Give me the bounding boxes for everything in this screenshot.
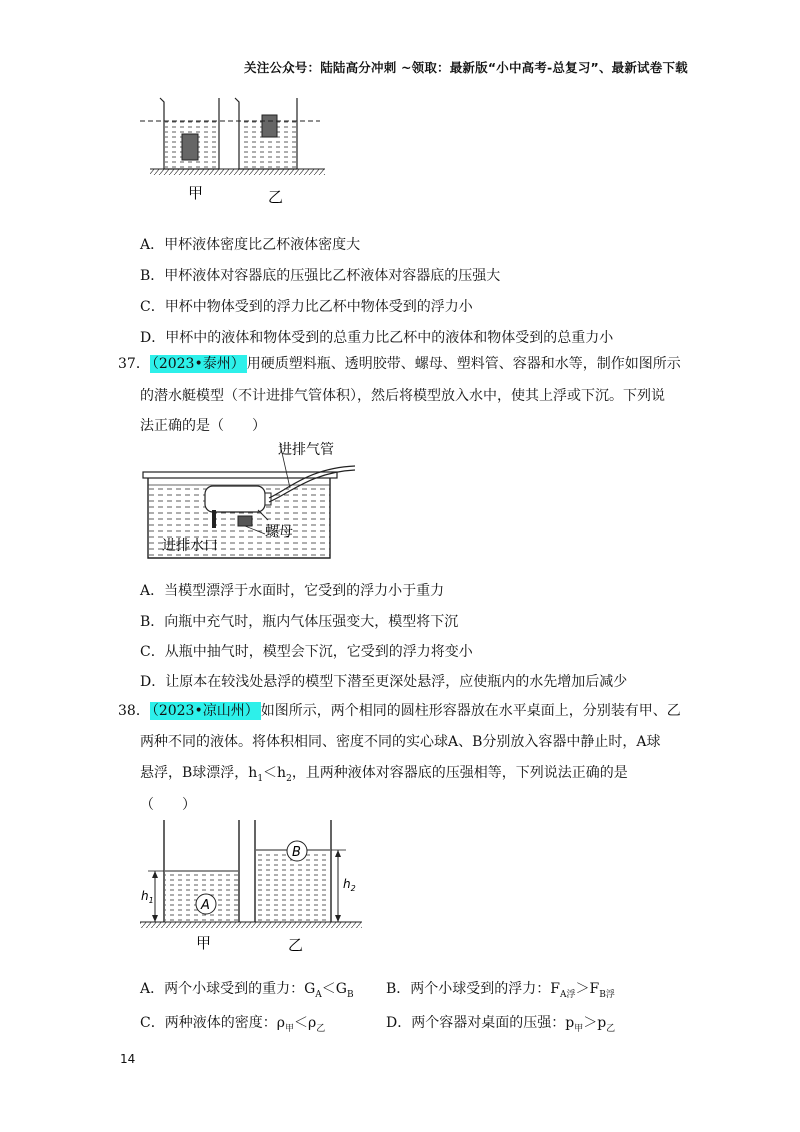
q38-a-mid: ＜G	[321, 981, 347, 997]
q38-c-mid: ＜ρ	[293, 1015, 317, 1031]
q36-option-d: D．甲杯中的液体和物体受到的总重力比乙杯中的液体和物体受到的总重力小	[140, 330, 614, 346]
q37-figure	[140, 438, 370, 563]
label-jia: 甲	[196, 934, 212, 952]
ball-a-label: A	[201, 898, 210, 913]
q38-stem-line3	[140, 762, 628, 784]
q37-option-c: C．从瓶中抽气时，模型会下沉，它受到的浮力将变小	[140, 644, 473, 660]
label-yi: 乙	[268, 188, 284, 206]
q38-d-sub2: 乙	[606, 1023, 616, 1034]
ball-b-label: B	[292, 845, 301, 860]
q37-stem-line2: 的潜水艇模型（不计进排气管体积），然后将模型放入水中，使其上浮或下沉。下列说	[140, 388, 665, 404]
table-hatch	[140, 922, 362, 928]
q38-b-sub2: B浮	[599, 989, 615, 1000]
label-jia: 甲	[188, 184, 204, 202]
q38-stem3-a: 悬浮，B球漂浮，h	[140, 765, 258, 781]
page-header: 关注公众号：陆陆高分冲刺 ~领取：最新版“小中高考-总复习”、最新试卷下载	[244, 60, 688, 75]
q37-stem-text1: 用硬质塑料瓶、透明胶带、螺母、塑料管、容器和水等，制作如图所示	[246, 356, 681, 372]
q38-stem3-e: ，且两种液体对容器底的压强相等，下列说法正确的是	[291, 765, 628, 781]
q37-option-b: B．向瓶中充气时，瓶内气体压强变大，模型将下沉	[140, 614, 459, 630]
page-number: 14	[120, 1052, 136, 1066]
label-air-tube: 进排气管	[278, 442, 334, 458]
q36-option-c: C．甲杯中物体受到的浮力比乙杯中物体受到的浮力小	[140, 299, 473, 315]
q37-source-badge: （2023•泰州）	[151, 356, 245, 372]
q38-option-b	[386, 978, 615, 1000]
q37-number: 37．	[118, 356, 150, 372]
q38-option-d	[386, 1012, 615, 1034]
q38-figure	[138, 818, 368, 958]
beaker-jia	[160, 98, 219, 169]
q38-option-a	[140, 978, 354, 1000]
q38-c-sub1: 甲	[284, 1023, 294, 1034]
q37-stem-line1	[118, 353, 681, 373]
q38-a-sub1: A	[315, 989, 322, 1000]
h2-label: $h_2$	[343, 877, 356, 893]
ground-hatch	[150, 169, 325, 175]
q38-b-text: B．两个小球受到的浮力：F	[386, 981, 561, 997]
label-yi: 乙	[288, 936, 304, 954]
q38-b-mid: ＞F	[575, 981, 600, 997]
q38-b-sub1: A浮	[560, 989, 576, 1000]
q38-stem3-sub1: 1	[257, 773, 264, 784]
q38-stem3-sub2: 2	[286, 773, 292, 784]
q37-option-a: A．当模型漂浮于水面时，它受到的浮力小于重力	[140, 583, 445, 599]
q37-option-d: D．让原本在较浅处悬浮的模型下潜至更深处悬浮，应使瓶内的水先增加后减少	[140, 674, 628, 690]
q38-d-sub1: 甲	[574, 1023, 584, 1034]
q38-stem-text1: 如图所示，两个相同的圆柱形容器放在水平桌面上，分别装有甲、乙	[260, 703, 681, 719]
q38-c-sub2: 乙	[316, 1023, 326, 1034]
bottle	[205, 486, 265, 512]
q38-d-mid: ＞p	[583, 1015, 607, 1031]
label-nut: 螺母	[265, 524, 293, 540]
object-block-yi	[262, 115, 277, 137]
q38-source-badge: （2023•凉山州）	[151, 703, 259, 719]
q38-a-sub2: B	[346, 989, 354, 1000]
label-water-port: 进排水口	[162, 538, 218, 554]
h1-label: $h_1$	[141, 889, 154, 905]
q38-stem-line2: 两种不同的液体。将体积相同、密度不同的实心球A、B分别放入容器中静止时，A球	[140, 734, 661, 750]
q37-stem-line3: 法正确的是（ ）	[140, 418, 266, 434]
q38-stem-line4: （ ）	[140, 797, 196, 813]
q38-a-text: A．两个小球受到的重力：G	[140, 981, 316, 997]
q38-number: 38．	[118, 703, 150, 719]
q38-stem3-c: ＜h	[263, 765, 287, 781]
q36-option-a: A．甲杯液体密度比乙杯液体密度大	[140, 237, 361, 253]
nut	[238, 516, 252, 526]
beaker-yi	[235, 98, 297, 169]
q38-c-text: C．两种液体的密度：ρ	[140, 1015, 285, 1031]
q38-d-text: D．两个容器对桌面的压强：p	[386, 1015, 575, 1031]
q36-option-b: B．甲杯液体对容器底的压强比乙杯液体对容器底的压强大	[140, 268, 501, 284]
q36-figure	[140, 90, 340, 210]
q38-stem-line1	[118, 700, 681, 720]
object-block-jia	[182, 134, 198, 160]
liquid-yi	[256, 850, 330, 922]
water-port	[212, 510, 216, 528]
q38-option-c	[140, 1012, 325, 1034]
